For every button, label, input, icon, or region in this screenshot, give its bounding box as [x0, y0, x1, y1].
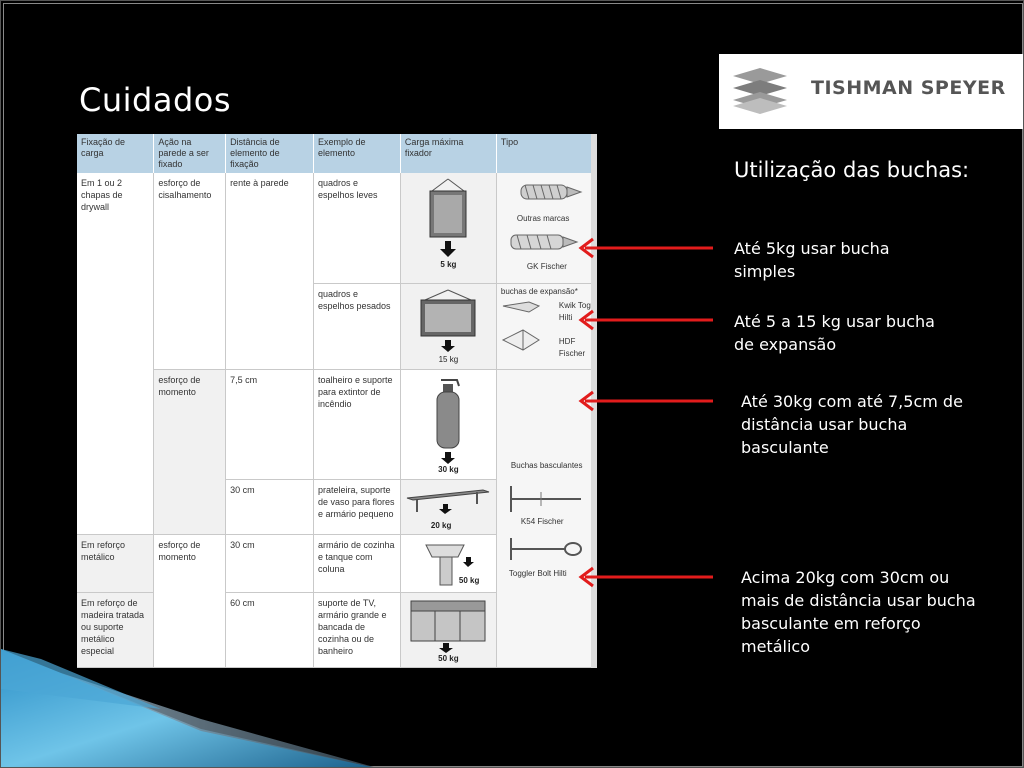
load-label: 30 kg	[438, 464, 459, 474]
anchor-label: Outras marcas	[516, 214, 570, 223]
company-logo	[719, 54, 1024, 129]
anchor-label: HDF	[558, 336, 576, 346]
load-label: 5 kg	[440, 260, 457, 269]
table-cell: toalheiro e suporte para extintor de incêndio	[313, 369, 400, 479]
anchor-label: Fischer	[558, 348, 586, 358]
load-label: 50 kg	[438, 653, 459, 663]
table-cell: esforço de momento	[154, 534, 226, 668]
table-cell: quadros e espelhos leves	[313, 173, 400, 283]
anchor-label: Buchas basculantes	[510, 460, 583, 470]
table-header-cell: Exemplo de elemento	[313, 134, 400, 173]
load-image-cell	[400, 283, 496, 369]
load-image-cell	[400, 534, 496, 592]
table-cell: esforço de cisalhamento	[154, 173, 226, 369]
load-label: 50 kg	[458, 575, 480, 585]
table-row	[77, 369, 597, 479]
table-cell: quadros e espelhos pesados	[313, 283, 400, 369]
expansion-anchor-icon	[499, 296, 559, 366]
load-image-cell	[400, 173, 496, 283]
table-row	[77, 173, 597, 283]
anchor-label: Toggler Bolt Hilti	[508, 568, 567, 578]
cabinet-icon	[405, 595, 491, 653]
heavy-frame-icon	[413, 286, 483, 358]
table-header-cell: Ação na parede a ser fixado	[154, 134, 226, 173]
anchor-label: buchas de expansão*	[500, 286, 578, 296]
table-cell: Em 1 ou 2 chapas de drywall	[77, 173, 154, 534]
table-cell: armário de cozinha e tanque com coluna	[313, 534, 400, 592]
anchor-type-cell	[496, 369, 596, 668]
table-header-cell: Carga máxima fixador	[400, 134, 496, 173]
decorative-wave	[1, 649, 381, 768]
shelf-icon	[403, 482, 493, 522]
arrow-left-icon	[575, 566, 715, 588]
fire-extinguisher-icon	[423, 372, 473, 466]
tishman-speyer-logo-icon	[733, 68, 787, 114]
table-cell: 30 cm	[226, 534, 314, 592]
load-label: 15 kg	[438, 354, 459, 364]
arrow-left-icon	[575, 237, 715, 259]
arrow-left-icon	[575, 390, 715, 412]
table-cell: Em reforço metálico	[77, 534, 154, 592]
table-cell: esforço de momento	[154, 369, 226, 534]
anchor-label: GK Fischer	[526, 262, 567, 271]
anchor-label: Hilti	[558, 312, 573, 322]
note-text: Acima 20kg com 30cm ou mais de distância usar bucha basculante em reforço metálico	[741, 568, 976, 656]
load-image-cell	[400, 369, 496, 479]
note-text: Até 5 a 15 kg usar bucha de expansão	[734, 312, 935, 354]
anchor-type-cell	[496, 173, 596, 283]
logo-text: TISHMAN SPEYER	[811, 77, 1006, 99]
anchor-label: K54 Fischer	[520, 516, 564, 526]
table-cell: Em reforço de madeira tratada ou suporte metálico especial	[77, 592, 154, 668]
load-image-cell	[400, 479, 496, 534]
fixing-table	[77, 134, 597, 668]
table-header-cell: Tipo	[496, 134, 596, 173]
table-header-cell: Fixação de carga	[77, 134, 154, 173]
table-header-cell: Distância de elemento de fixação	[226, 134, 314, 173]
table-cell: 60 cm	[226, 592, 314, 668]
load-label: 20 kg	[430, 520, 452, 530]
arrow-left-icon	[575, 309, 715, 331]
note-text: Até 5kg usar bucha simples	[734, 239, 890, 281]
note-text: Até 30kg com até 7,5cm de distância usar bucha basculante	[741, 392, 963, 457]
table-cell: 30 cm	[226, 479, 314, 534]
load-image-cell	[400, 592, 496, 668]
anchor-label: Kwik Tog	[558, 300, 591, 310]
notes-heading: Utilização das buchas:	[734, 158, 970, 182]
table-cell: rente à parede	[226, 173, 314, 369]
slide-title: Cuidados	[79, 81, 231, 119]
table-cell: prateleira, suporte de vaso para flores e armário pequeno	[313, 479, 400, 534]
toggler-bolt-icon	[501, 532, 591, 568]
table-cell: 7,5 cm	[226, 369, 314, 479]
table-cell: suporte de TV, armário grande e bancada de cozinha ou de banheiro	[313, 592, 400, 668]
table-header-row	[77, 134, 597, 173]
